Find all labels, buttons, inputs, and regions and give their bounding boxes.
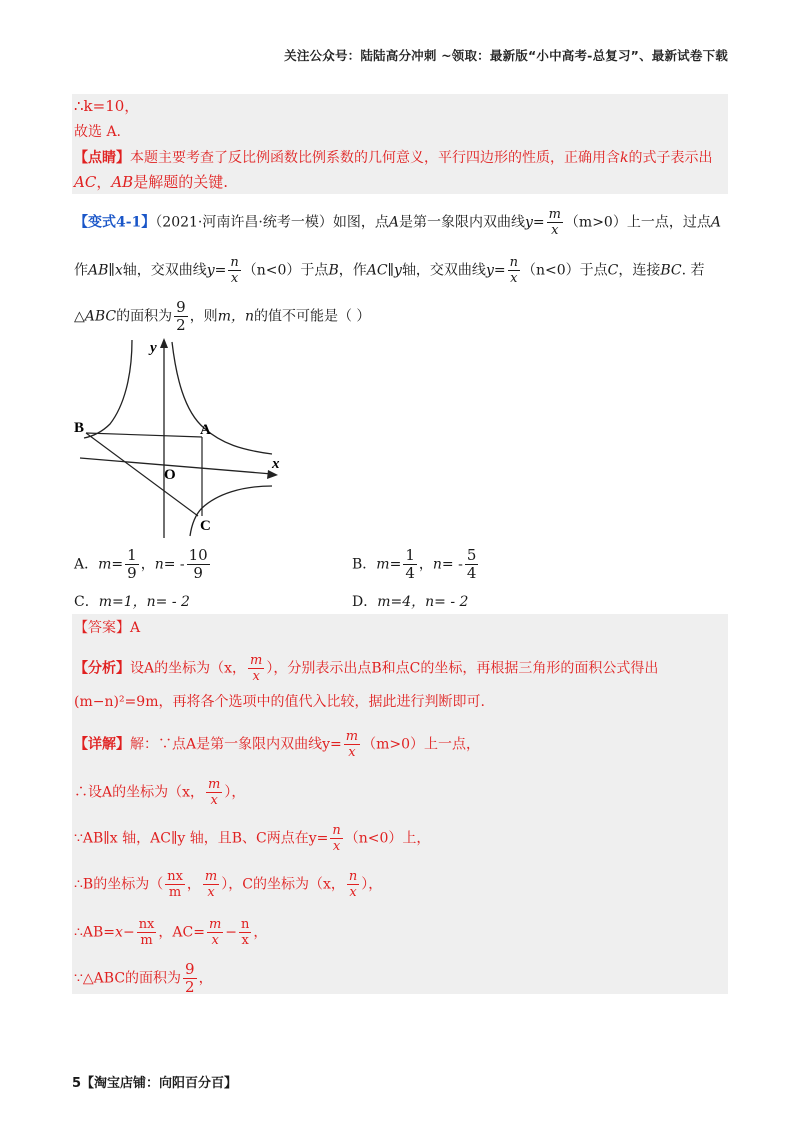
option-d: [352, 592, 468, 612]
hyperbola-branch-negative-upper: [84, 340, 132, 438]
question-text-2a: 作: [74, 262, 88, 279]
question-tag: 【变式4-1】: [74, 214, 156, 231]
point-b-ref: B: [328, 262, 339, 279]
segment-bc-ref: BC: [660, 262, 682, 279]
step-5-fraction: $\frac{9}{2}$: [185, 960, 195, 996]
y-eq: y=: [524, 214, 545, 231]
choose-line: 故选 A.: [74, 124, 122, 140]
option-b: [352, 548, 480, 581]
m-n-vars: m，n: [217, 308, 254, 325]
step-4-ac-fraction-2: $\frac{n}{x}$: [241, 917, 250, 948]
option-a-n: n: [154, 556, 164, 573]
question-text-2e: 轴，交双曲线: [401, 262, 486, 279]
option-b-n: n: [432, 556, 442, 573]
y-eq-2: y=: [206, 262, 227, 279]
comment-tag: 【点睛】: [74, 150, 130, 166]
option-d-label: D．: [352, 594, 378, 610]
comment-ac: AC: [74, 173, 97, 191]
option-d-text: m=4，n= - 2: [377, 594, 469, 610]
detail-text-1b: （m>0）上一点，: [362, 736, 480, 753]
step-1-text-a: ∴设A的坐标为（x，: [74, 784, 205, 801]
step-1-text-b: ），: [224, 784, 246, 801]
question-text-1b: 是第一象限内双曲线: [398, 214, 525, 231]
option-a-eq: =: [111, 556, 124, 573]
step-2: [74, 824, 430, 853]
comment-text-1: 本题主要考查了反比例函数比例系数的几何意义，平行四边形的性质，正确用含: [130, 150, 620, 166]
option-b-neg: = -: [441, 556, 463, 573]
x-axis: [80, 458, 272, 474]
step-1-fraction: $\frac{m}{x}$: [208, 777, 221, 808]
question-text-3e: 的值不可能是（ ）: [253, 308, 371, 325]
option-b-sep: ，: [418, 556, 433, 573]
comment-k: k: [620, 150, 629, 166]
step-3-text-c: ），C的坐标为（x，: [221, 876, 345, 893]
question-line-1: [74, 208, 721, 237]
step-4-ac-fraction-1: $\frac{m}{x}$: [208, 917, 222, 948]
step-3-b-x-fraction: $\frac{nx}{m}$: [167, 869, 183, 900]
option-a-neg: = -: [163, 556, 185, 573]
analysis-text-1: 设A的坐标为（x，: [130, 660, 247, 677]
detail-m-over-x: $\frac{m}{x}$: [345, 729, 359, 760]
question-text-1a: （2021·河南许昌·统考一模）如图，点: [155, 214, 389, 231]
question-text-1c: （m>0）上一点，过点: [564, 214, 711, 231]
question-text-3c: ，则: [189, 308, 218, 325]
question-text-3b: 的面积为: [116, 308, 173, 325]
m-over-x-fraction: $\frac{m}{x}$: [548, 207, 561, 238]
analysis-text-2: ），分别表示出点B和点C的坐标，再根据三角形的面积公式得出: [266, 660, 659, 677]
y-axis-arrow: [160, 338, 168, 348]
step-4-x: x: [115, 924, 123, 941]
comment-line-1: [74, 148, 712, 168]
triangle-abc: △ABC: [74, 308, 117, 325]
analysis-line-2: (m−n)²=9m，再将各个选项中的值代入比较，据此进行判断即可.: [74, 694, 485, 710]
page-footer: 5【淘宝店铺：向阳百分百】: [72, 1076, 238, 1091]
option-a-m: m: [98, 556, 112, 573]
segment-bc: [86, 433, 198, 516]
comment-line-2: [74, 172, 228, 192]
nine-halves-fraction: $\frac{9}{2}$: [176, 298, 186, 334]
comment-text-2: 是解题的关键.: [133, 173, 228, 191]
label-a: A: [200, 422, 211, 438]
page-header: 关注公众号：陆陆高分冲刺 ~领取：最新版“小中高考-总复习”、最新试卷下载: [284, 48, 728, 63]
option-a-sep: ，: [140, 556, 155, 573]
y-eq-3: y=: [485, 262, 506, 279]
comment-sep: ，: [96, 173, 112, 191]
n-over-x-fraction: $\frac{n}{x}$: [230, 255, 239, 286]
ab-parallel-x: AB∥x: [88, 262, 123, 279]
point-c-ref: C: [607, 262, 619, 279]
option-c: [74, 592, 190, 612]
step-2-text-b: （n<0）上，: [344, 830, 431, 847]
label-y: y: [150, 340, 157, 356]
step-4-minus-2: −: [225, 924, 238, 941]
question-line-3: [74, 300, 370, 333]
analysis-m-over-x: $\frac{m}{x}$: [250, 653, 263, 684]
detail-text-1: 解：∵点A是第一象限内双曲线y=: [130, 736, 342, 753]
answer-line: 【答案】A: [74, 620, 141, 636]
question-text-2f: （n<0）于点: [521, 262, 608, 279]
point-a-ref-2: A: [710, 214, 721, 231]
step-3-c-y-fraction: $\frac{n}{x}$: [348, 869, 358, 900]
step-3-text-d: ），: [361, 876, 383, 893]
option-b-eq: =: [389, 556, 402, 573]
step-4-minus: −: [122, 924, 135, 941]
segment-ab: [86, 433, 202, 437]
hyperbola-branch-positive: [172, 342, 272, 454]
option-b-label: B．: [352, 556, 377, 573]
question-text-2c: （n<0）于点: [242, 262, 329, 279]
step-2-fraction: $\frac{n}{x}$: [332, 823, 341, 854]
step-4-text-b: ，AC=: [158, 924, 205, 941]
comment-text-1-end: 的式子表示出: [628, 150, 713, 166]
step-3: [74, 870, 382, 899]
option-c-text: m=1，n= - 2: [98, 594, 190, 610]
step-4-text-d: ，: [253, 924, 268, 941]
question-text-2h: . 若: [681, 262, 705, 279]
step-5-text-b: ，: [198, 970, 213, 987]
question-text-2g: ，连接: [618, 262, 661, 279]
step-5: [74, 962, 213, 995]
analysis-tag: 【分析】: [74, 660, 130, 677]
label-c: C: [200, 518, 211, 534]
step-3-b-y-fraction: $\frac{m}{x}$: [204, 869, 218, 900]
label-o: O: [164, 467, 176, 483]
question-text-2d: ，作: [338, 262, 367, 279]
ac-parallel-y: AC∥y: [366, 262, 402, 279]
hyperbola-figure: [72, 336, 292, 540]
label-x: x: [272, 456, 280, 472]
step-3-text-a: ∴B的坐标为（: [74, 876, 164, 893]
option-b-m-fraction: $\frac{1}{4}$: [405, 546, 415, 582]
step-2-text-a: ∵AB∥x 轴，AC∥y 轴，且B、C两点在y=: [74, 830, 329, 847]
step-4-ab-fraction: $\frac{nx}{m}$: [138, 917, 155, 948]
step-4: [74, 918, 267, 947]
option-a-n-fraction: $\frac{10}{9}$: [188, 546, 208, 582]
k-result-text: ∴k=10，: [74, 97, 140, 115]
option-a: [74, 548, 212, 581]
question-text-2b: 轴，交双曲线: [122, 262, 207, 279]
k-result-line: [74, 96, 139, 116]
label-b: B: [74, 420, 85, 436]
step-5-text-a: ∵△ABC的面积为: [74, 970, 182, 987]
option-b-n-fraction: $\frac{5}{4}$: [466, 546, 477, 582]
comment-ab: AB: [111, 173, 134, 191]
point-a-ref: A: [388, 214, 399, 231]
step-1: [74, 778, 245, 807]
detail-line-1: [74, 730, 480, 759]
option-b-m: m: [376, 556, 390, 573]
step-3-text-b: ，: [186, 876, 201, 893]
option-a-m-fraction: $\frac{1}{9}$: [127, 546, 137, 582]
question-line-2: [74, 256, 705, 285]
n-over-x-fraction-2: $\frac{n}{x}$: [509, 255, 518, 286]
option-a-label: A．: [74, 556, 99, 573]
detail-tag: 【详解】: [74, 736, 130, 753]
option-c-label: C．: [74, 594, 99, 610]
analysis-line-1: [74, 654, 658, 683]
step-4-text-a: ∴AB=: [74, 924, 116, 941]
